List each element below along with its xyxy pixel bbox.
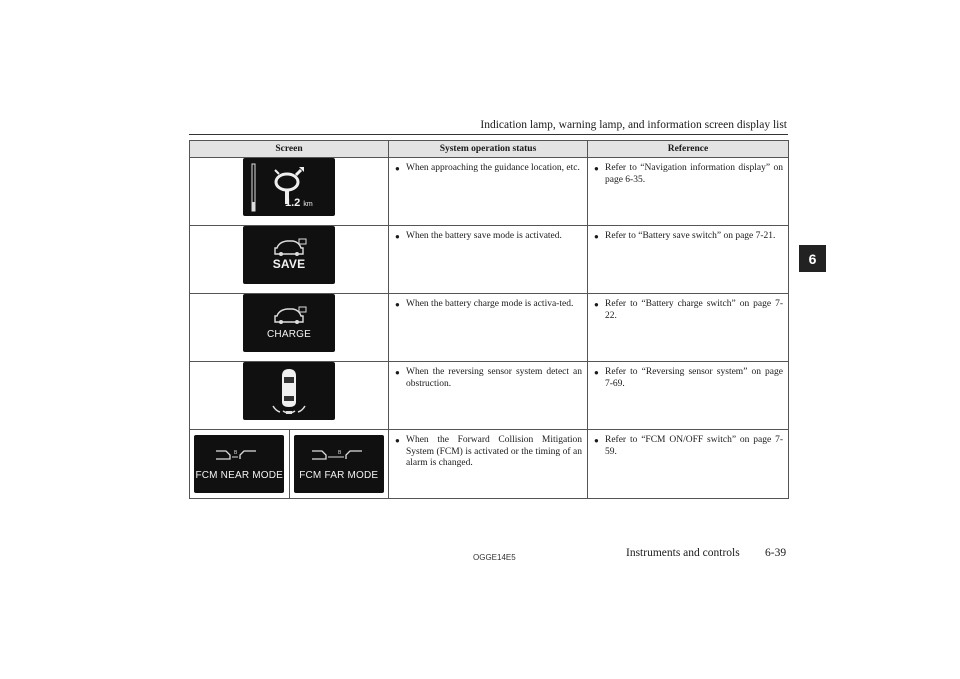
fcm-near-mode-screen	[194, 435, 284, 493]
reference-cell: ● Refer to “Battery charge switch” on page 7-22.	[588, 294, 789, 362]
screen-cell	[190, 362, 389, 430]
fcm-far-mode-label: FCM FAR MODE	[299, 469, 379, 481]
status-cell: ● When the Forward Collision Mitigation System (FCM) is activated or the timing of an alarm is changed.	[389, 430, 588, 499]
fcm-distance-icon	[194, 435, 284, 493]
footer-section-title: Instruments and controls	[626, 547, 740, 559]
mode-label: SAVE	[272, 256, 306, 271]
bullet-icon: ●	[594, 164, 599, 173]
bullet-icon: ●	[594, 300, 599, 309]
table-row	[190, 430, 789, 499]
fcm-distance-icon	[294, 435, 384, 493]
table-row	[190, 226, 789, 294]
bullet-icon: ●	[594, 436, 599, 445]
page-header-title: Indication lamp, warning lamp, and information screen display list	[480, 119, 787, 131]
chapter-tab: 6	[799, 245, 826, 272]
car-top-view-icon	[243, 362, 335, 420]
screen-cell	[190, 294, 389, 362]
page-number: 6-39	[765, 547, 787, 559]
table-row	[190, 158, 789, 226]
status-cell: ● When the reversing sensor system detect an obstruction.	[389, 362, 588, 430]
bullet-icon: ●	[594, 368, 599, 377]
reference-cell: ● Refer to “Reversing sensor system” on page 7-69.	[588, 362, 789, 430]
guidance-distance: 1.2 km	[285, 196, 313, 209]
status-cell: ● When the battery charge mode is activa-ted.	[389, 294, 588, 362]
reference-cell: ● Refer to “FCM ON/OFF switch” on page 7-59.	[588, 430, 789, 499]
fcm-far-mode-screen	[294, 435, 384, 493]
reversing-sensor-screen	[243, 362, 335, 420]
svg-text:B: B	[234, 450, 238, 456]
battery-save-screen	[243, 226, 335, 284]
document-code: OGGE14E5	[473, 553, 516, 562]
fcm-near-mode-label: FCM NEAR MODE	[195, 469, 284, 481]
column-header-screen: Screen	[190, 141, 389, 158]
reference-cell: ● Refer to “Navigation information display” on page 6-35.	[588, 158, 789, 226]
car-battery-icon	[243, 226, 335, 284]
mode-label: CHARGE	[267, 328, 311, 340]
screen-cell	[190, 158, 389, 226]
bullet-icon: ●	[395, 368, 400, 377]
status-cell: ● When approaching the guidance location, etc.	[389, 158, 588, 226]
bullet-icon: ●	[395, 436, 400, 445]
svg-text:B: B	[337, 450, 342, 456]
header-rule	[189, 134, 788, 135]
bullet-icon: ●	[594, 232, 599, 241]
display-list-table	[189, 140, 789, 499]
screen-cell	[190, 226, 389, 294]
sensor-wave-icon	[273, 406, 280, 412]
bullet-icon: ●	[395, 300, 400, 309]
navigation-guidance-screen	[243, 158, 335, 216]
table-header-row	[190, 141, 789, 158]
table-row	[190, 362, 789, 430]
status-cell: ● When the battery save mode is activated.	[389, 226, 588, 294]
bullet-icon: ●	[395, 164, 400, 173]
bullet-icon: ●	[395, 232, 400, 241]
column-header-reference: Reference	[588, 141, 789, 158]
screen-cell	[190, 430, 389, 499]
table-row	[190, 294, 789, 362]
reference-cell: ● Refer to “Battery save switch” on page 7-21.	[588, 226, 789, 294]
car-battery-icon	[243, 294, 335, 352]
battery-charge-screen	[243, 294, 335, 352]
column-header-status: System operation status	[389, 141, 588, 158]
